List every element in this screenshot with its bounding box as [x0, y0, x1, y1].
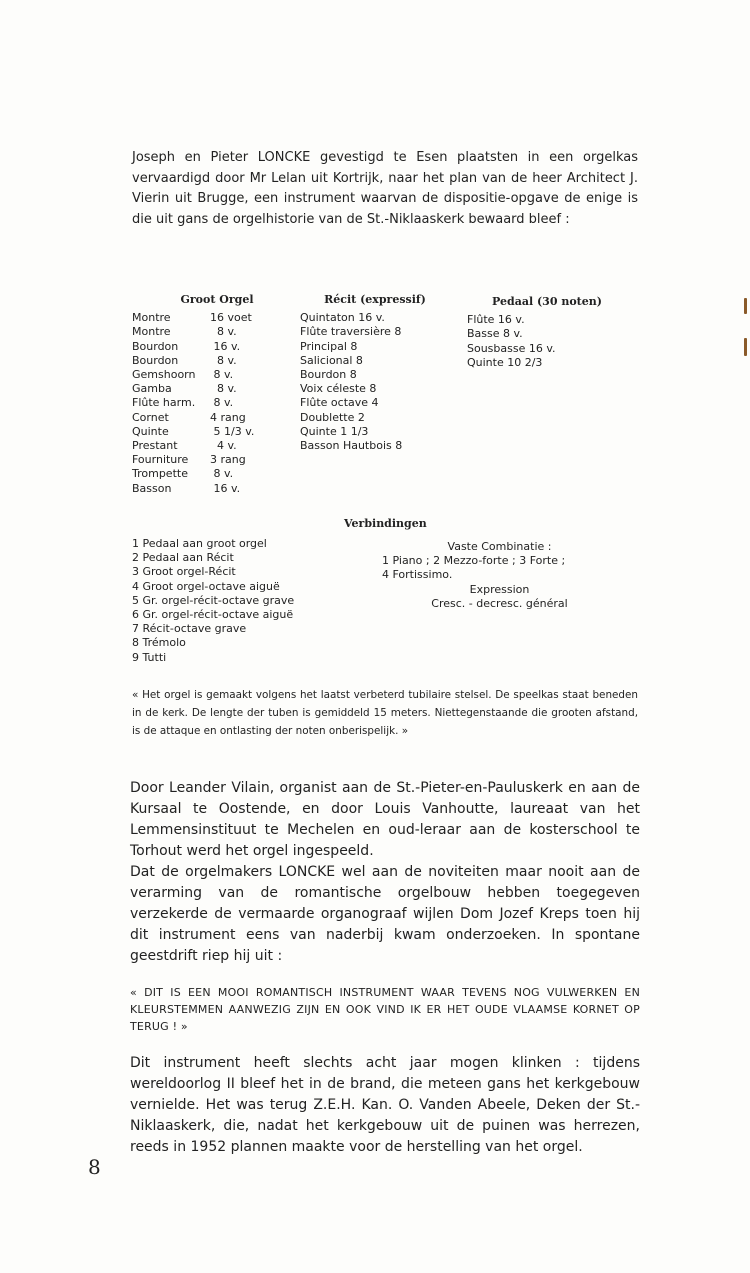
body-paragraph-inspeling: Door Leander Vilain, organist aan de St.-Pieter-en-Pauluskerk en aan de Kursaal te Oostende, en door Louis Vanhoutte, laureaat van het Lemmensinstituut te Mechelen en oud-leraar aan de kosterschool te Torhout werd het orgel ingespeeld. — [130, 780, 640, 859]
verbinding-item: 2 Pedaal aan Récit — [132, 551, 234, 565]
groot-orgel-stop — [132, 439, 282, 453]
groot-orgel-stop — [132, 396, 282, 410]
page-edge-mark — [744, 298, 747, 314]
recit-stop: Basson Hautbois 8 — [300, 439, 403, 453]
stop-value: 3 rang — [210, 453, 246, 467]
groot-orgel-stop — [132, 340, 282, 354]
groot-orgel-column — [132, 293, 282, 496]
stop-name: Montre — [132, 311, 171, 325]
verbinding-item: 7 Récit-octave grave — [132, 622, 247, 636]
groot-orgel-stop — [132, 453, 282, 467]
stop-value: 16 voet — [210, 311, 252, 325]
recit-column — [300, 293, 450, 453]
stop-value: 4 rang — [210, 410, 246, 424]
pedaal-stop-list — [467, 313, 617, 370]
stop-name: Gamba — [132, 382, 172, 396]
stop-value: 4 v. — [210, 439, 237, 453]
recit-stop: Salicional 8 — [300, 353, 363, 367]
recit-stop-list — [300, 311, 450, 453]
recit-stop: Doublette 2 — [300, 410, 365, 424]
stop-name: Bourdon — [132, 339, 179, 353]
stop-value: 16 v. — [210, 339, 241, 353]
recit-stop: Quintaton 16 v. — [300, 311, 385, 325]
groot-orgel-stop-list — [132, 311, 282, 496]
recit-stop: Quinte 1 1/3 — [300, 424, 369, 438]
vaste-combinatie-title: Vaste Combinatie : — [447, 540, 552, 553]
groot-orgel-stop — [132, 311, 282, 325]
verbinding-item: 3 Groot orgel-Récit — [132, 565, 236, 579]
stop-value: 8 v. — [210, 368, 234, 382]
recit-stop: Bourdon 8 — [300, 368, 357, 382]
body-paragraph-wereldoorlog: Dit instrument heeft slechts acht jaar mogen klinken : tijdens wereldoorlog II bleef het in de brand, die meteen gans het kerkgebouw vernielde. Het was terug Z.E.H. Kan. O. Vanden Abeele, Deken der St.-Niklaaskerk, die, nadat het kerkgebouw uit de puinen was herrezen, reeds in 1952 plannen maakte voor de herstelling van het orgel. — [130, 1055, 640, 1155]
groot-orgel-stop — [132, 368, 282, 382]
verbinding-item: 4 Groot orgel-octave aiguë — [132, 579, 280, 593]
stop-name: Gemshoorn — [132, 368, 196, 382]
groot-orgel-stop — [132, 425, 282, 439]
page-number: 8 — [88, 1155, 101, 1179]
recit-title: Récit (expressif) — [324, 293, 426, 306]
vaste-combinatie-line-1: 1 Piano ; 2 Mezzo-forte ; 3 Forte ; — [382, 554, 566, 568]
kreps-quote: « DIT IS EEN MOOI ROMANTISCH INSTRUMENT WAAR TEVENS NOG VULWERKEN EN KLEURSTEMMEN AANWEZIG ZIJN EN OOK VIND IK ER HET OUDE VLAAMSE KORNET OP TERUG ! » — [130, 986, 640, 1033]
stop-value: 8 v. — [210, 396, 234, 410]
stop-value: 8 v. — [210, 325, 237, 339]
verbinding-item: 5 Gr. orgel-récit-octave grave — [132, 593, 295, 607]
body-paragraph-kreps: Dat de orgelmakers LONCKE wel aan de noviteiten maar nooit aan de verarming van de romantische orgelbouw hebben toegegeven verzekerde de vermaarde organograaf wijlen Dom Jozef Kreps toen hij dit instrument eens van naderbij kwam onderzoeken. In spontane geestdrift riep hij uit : — [130, 864, 640, 964]
verbindingen-title: Verbindingen — [344, 517, 427, 530]
stop-name: Montre — [132, 325, 171, 339]
stop-name: Flûte harm. — [132, 396, 196, 410]
stop-value: 8 v. — [210, 467, 234, 481]
stop-value: 5 1/3 v. — [210, 424, 255, 438]
stop-name: Bourdon — [132, 353, 179, 367]
verbinding-item: 8 Trémolo — [132, 636, 186, 650]
groot-orgel-title: Groot Orgel — [180, 293, 254, 306]
tubular-system-quote: « Het orgel is gemaakt volgens het laatst verbeterd tubilaire stelsel. De speelkas staat beneden in de kerk. De lengte der tuben is gemiddeld 15 meters. Niettegenstaande die grooten afstand, is de attaque en ontlasting der noten onberispelijk. » — [132, 689, 638, 737]
stop-name: Prestant — [132, 439, 178, 453]
pedaal-stop: Quinte 10 2/3 — [467, 355, 543, 369]
pedaal-column — [467, 295, 617, 370]
body-section-2 — [130, 778, 640, 967]
stop-name: Fourniture — [132, 453, 189, 467]
stop-value: 16 v. — [210, 481, 241, 495]
pedaal-stop: Sousbasse 16 v. — [467, 341, 556, 355]
groot-orgel-stop — [132, 382, 282, 396]
verbinding-item: 1 Pedaal aan groot orgel — [132, 537, 267, 550]
page-edge-mark — [744, 338, 747, 356]
groot-orgel-stop — [132, 411, 282, 425]
expression-title: Expression — [469, 582, 530, 596]
groot-orgel-stop — [132, 482, 282, 496]
expression-text: Cresc. - decresc. général — [431, 596, 568, 610]
vaste-combinatie-block — [382, 540, 617, 611]
groot-orgel-stop — [132, 325, 282, 339]
verbinding-item: 9 Tutti — [132, 650, 167, 664]
recit-stop: Flûte octave 4 — [300, 396, 379, 410]
recit-stop: Voix céleste 8 — [300, 382, 377, 396]
stop-value: 8 v. — [210, 382, 237, 396]
groot-orgel-stop — [132, 354, 282, 368]
vaste-combinatie-line-2: 4 Fortissimo. — [382, 568, 453, 582]
pedaal-title: Pedaal (30 noten) — [492, 295, 602, 308]
groot-orgel-stop — [132, 467, 282, 481]
stop-name: Trompette — [132, 467, 188, 481]
verbinding-item: 6 Gr. orgel-récit-octave aiguë — [132, 608, 294, 622]
verbindingen-list — [132, 537, 294, 665]
recit-stop: Principal 8 — [300, 339, 358, 353]
intro-paragraph: Joseph en Pieter LONCKE gevestigd te Esen plaatsten in een orgelkas vervaardigd door Mr Lelan uit Kortrijk, naar het plan van de heer Architect J. Vierin uit Brugge, een instrument waarvan de dispositie-opgave de enige is die uit gans de orgelhistorie van de St.-Niklaaskerk bewaard bleef : — [132, 150, 638, 227]
stop-name: Cornet — [132, 410, 169, 424]
pedaal-stop: Basse 8 v. — [467, 327, 523, 341]
stop-value: 8 v. — [210, 353, 237, 367]
pedaal-stop: Flûte 16 v. — [467, 313, 525, 327]
stop-name: Basson — [132, 481, 172, 495]
recit-stop: Flûte traversière 8 — [300, 325, 402, 339]
stop-name: Quinte — [132, 424, 169, 438]
